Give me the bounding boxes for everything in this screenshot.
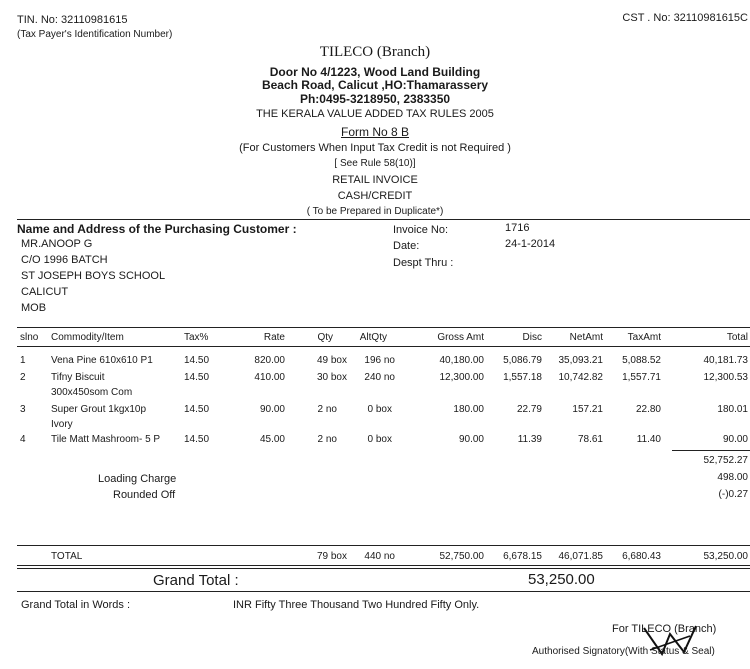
cell-net: 157.21 — [572, 404, 603, 415]
cell-tax: 14.50 — [184, 372, 210, 383]
subtotal-rule — [672, 450, 750, 451]
date-label: Date: — [393, 240, 420, 252]
total-tax: 6,680.43 — [622, 551, 661, 562]
divider-table-top — [17, 327, 750, 328]
col-header-slno: slno — [20, 332, 39, 343]
divider-top — [17, 219, 750, 220]
loading-charge-value: 498.00 — [717, 472, 748, 483]
total-total: 53,250.00 — [703, 551, 748, 562]
vat-rules: THE KERALA VALUE ADDED TAX RULES 2005 — [256, 108, 494, 120]
rounded-off-label: Rounded Off — [113, 489, 176, 501]
cell-net: 35,093.21 — [558, 355, 603, 366]
grand-total-words-label: Grand Total in Words : — [21, 599, 131, 611]
total-altqty: 440 no — [364, 551, 395, 562]
tin-note: (Tax Payer's Identification Number) — [17, 29, 173, 40]
invoice-no-value: 1716 — [505, 222, 530, 234]
cell-item: Super Grout 1kgx10p — [51, 404, 147, 415]
despatch-label: Despt Thru : — [393, 257, 454, 269]
total-disc: 6,678.15 — [503, 551, 542, 562]
cell-tax: 14.50 — [184, 355, 210, 366]
cell-gross: 90.00 — [458, 434, 484, 445]
customer-note: (For Customers When Input Tax Credit is not Required ) — [239, 142, 511, 154]
cell-disc: 11.39 — [517, 434, 542, 445]
invoice-type: RETAIL INVOICE — [332, 174, 418, 186]
rounded-off-value: (-)0.27 — [718, 489, 748, 500]
cell-rate: 90.00 — [259, 404, 285, 415]
customer-heading: Name and Address of the Purchasing Customer : — [17, 222, 297, 236]
divider-total-top — [17, 545, 750, 546]
cell-net: 10,742.82 — [558, 372, 603, 383]
cell-slno: 3 — [20, 404, 26, 415]
customer-line: CALICUT — [21, 286, 69, 298]
total-qty: 79 box — [316, 551, 347, 562]
grand-total-value: 53,250.00 — [528, 571, 595, 588]
cell-slno: 1 — [20, 355, 26, 366]
cell-total: 90.00 — [722, 434, 748, 445]
cell-qty: 2 no — [317, 404, 337, 415]
cell-net: 78.61 — [577, 434, 603, 445]
cell-slno: 2 — [20, 372, 26, 383]
divider-total-bottom-2 — [17, 568, 750, 569]
cell-rate: 410.00 — [254, 372, 285, 383]
cell-total: 40,181.73 — [703, 355, 748, 366]
cell-disc: 1,557.18 — [503, 372, 542, 383]
cell-qty: 30 box — [316, 372, 347, 383]
total-net: 46,071.85 — [558, 551, 603, 562]
col-header-tax: Tax% — [184, 332, 209, 343]
cell-taxamt: 11.40 — [636, 434, 661, 445]
address-line-2: Beach Road, Calicut ,HO:Thamarassery — [261, 78, 489, 92]
subtotal-value: 52,752.27 — [703, 455, 748, 466]
cell-qty: 2 no — [317, 434, 337, 445]
cell-tax: 14.50 — [184, 434, 210, 445]
cell-qty: 49 box — [316, 355, 347, 366]
customer-line: MOB — [21, 302, 47, 314]
for-company: For TILECO (Branch) — [612, 623, 717, 635]
cell-gross: 12,300.00 — [439, 372, 484, 383]
cell-taxamt: 22.80 — [635, 404, 661, 415]
customer-line: MR.ANOOP G — [21, 238, 93, 250]
col-header-gross: Gross Amt — [437, 332, 484, 343]
rule-reference: [ See Rule 58(10)] — [334, 158, 416, 169]
cell-taxamt: 5,088.52 — [622, 355, 661, 366]
col-header-rate: Rate — [263, 332, 285, 343]
cell-disc: 22.79 — [516, 404, 542, 415]
total-label: TOTAL — [51, 551, 83, 562]
cst-number: CST . No: 32110981615C — [622, 12, 748, 24]
divider-grand — [17, 591, 750, 592]
cell-disc: 5,086.79 — [503, 355, 542, 366]
invoice-no-label: Invoice No: — [393, 224, 449, 236]
col-header-qty: Qty — [317, 332, 333, 343]
cell-rate: 820.00 — [254, 355, 285, 366]
cell-item: Tifny Biscuit — [51, 372, 105, 383]
cell-item-detail: Ivory — [51, 419, 73, 430]
cell-altqty: 0 box — [367, 404, 392, 415]
col-header-disc: Disc — [522, 332, 542, 343]
address-line-1: Door No 4/1223, Wood Land Building — [269, 65, 481, 79]
loading-charge-label: Loading Charge — [98, 473, 177, 485]
date-value: 24-1-2014 — [505, 238, 556, 250]
col-header-net: NetAmt — [569, 332, 603, 343]
tin-number: TIN. No: 32110981615 — [17, 14, 128, 26]
form-number: Form No 8 B — [340, 125, 409, 139]
cell-item: Tile Matt Mashroom- 5 P — [51, 434, 161, 445]
duplicate-note: ( To be Prepared in Duplicate*) — [306, 206, 444, 217]
grand-total-words: INR Fifty Three Thousand Two Hundred Fifty Only. — [233, 599, 480, 611]
cell-slno: 4 — [20, 434, 26, 445]
cell-altqty: 0 box — [367, 434, 392, 445]
company-name: TILECO (Branch) — [319, 44, 431, 60]
phone-line: Ph:0495-3218950, 2383350 — [299, 92, 451, 106]
divider-total-bottom-1 — [17, 565, 750, 566]
col-header-altqty: AltQty — [359, 332, 387, 343]
cell-total: 12,300.53 — [703, 372, 748, 383]
col-header-item: Commodity/Item — [51, 332, 124, 343]
authorised-signatory: Authorised Signatory(With Status & Seal) — [532, 646, 715, 657]
total-gross: 52,750.00 — [439, 551, 484, 562]
cell-tax: 14.50 — [184, 404, 210, 415]
col-header-taxamt: TaxAmt — [627, 332, 661, 343]
customer-line: C/O 1996 BATCH — [21, 254, 108, 266]
cell-gross: 180.00 — [453, 404, 484, 415]
col-header-total: Total — [726, 332, 748, 343]
divider-header — [17, 346, 750, 347]
cell-total: 180.01 — [717, 404, 748, 415]
customer-line: ST JOSEPH BOYS SCHOOL — [21, 270, 166, 282]
cell-rate: 45.00 — [259, 434, 285, 445]
cell-altqty: 240 no — [364, 372, 395, 383]
cell-altqty: 196 no — [364, 355, 395, 366]
cell-taxamt: 1,557.71 — [622, 372, 661, 383]
grand-total-label: Grand Total : — [153, 572, 239, 589]
cell-item: Vena Pine 610x610 P1 — [51, 355, 153, 366]
cell-gross: 40,180.00 — [439, 355, 484, 366]
cell-item-detail: 300x450som Com — [51, 387, 133, 398]
payment-type: CASH/CREDIT — [337, 190, 413, 202]
